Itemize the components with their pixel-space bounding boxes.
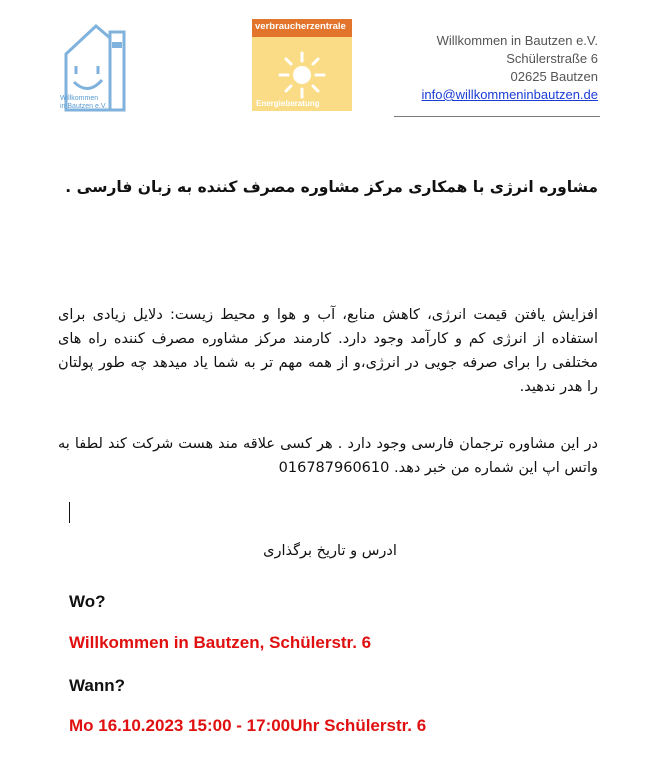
- sun-icon: [272, 47, 332, 103]
- intro-paragraph: افزایش یافتن قیمت انرژی، کاهش منابع، آب و هوا و محیط زیست: دلایل زیادی برای استفاده از انرژی کم و کارآمد وجود دارد. کارمند مرکز مشاوره مصرف کننده راه های مختلفی را برای صرفه جویی در انرژی،و از همه مهم تر به شما یاد میدهد چه طور پولتان را هدر ندهید.: [58, 307, 598, 395]
- header-org-name: Willkommen in Bautzen e.V.: [436, 33, 598, 48]
- address-date-heading: ادرس و تاریخ برگذاری: [263, 543, 397, 559]
- header-street: Schülerstraße 6: [506, 51, 598, 66]
- vz-logo-name: verbraucherzentrale: [255, 21, 346, 32]
- header-email-link[interactable]: info@willkommeninbautzen.de: [421, 87, 598, 102]
- willkommen-logo-line1: Willkommen: [60, 95, 99, 102]
- when-label: Wann?: [69, 676, 126, 695]
- header-divider: [394, 116, 600, 117]
- text-cursor: [69, 502, 70, 523]
- where-label: Wo?: [69, 592, 106, 611]
- header-city: 02625 Bautzen: [510, 69, 598, 84]
- willkommen-logo-line2: in Bautzen e.V.: [60, 103, 107, 110]
- document-title: مشاوره انرژی با همکاری مرکز مشاوره مصرف کننده به زبان فارسی .: [65, 178, 598, 196]
- where-value: Willkommen in Bautzen, Schülerstr. 6: [69, 633, 372, 652]
- when-value: Mo 16.10.2023 15:00 - 17:00Uhr Schülerstr. 6: [69, 716, 427, 735]
- willkommen-logo-text: [60, 95, 107, 111]
- verbraucherzentrale-logo: [252, 19, 352, 111]
- vz-logo-subtitle: Energieberatung: [256, 99, 320, 108]
- contact-paragraph: در این مشاوره ترجمان فارسی وجود دارد . هر کسی علاقه مند هست شرکت کند لطفا به واتس اپ این شماره من خبر دهد. 016787960610: [58, 436, 598, 476]
